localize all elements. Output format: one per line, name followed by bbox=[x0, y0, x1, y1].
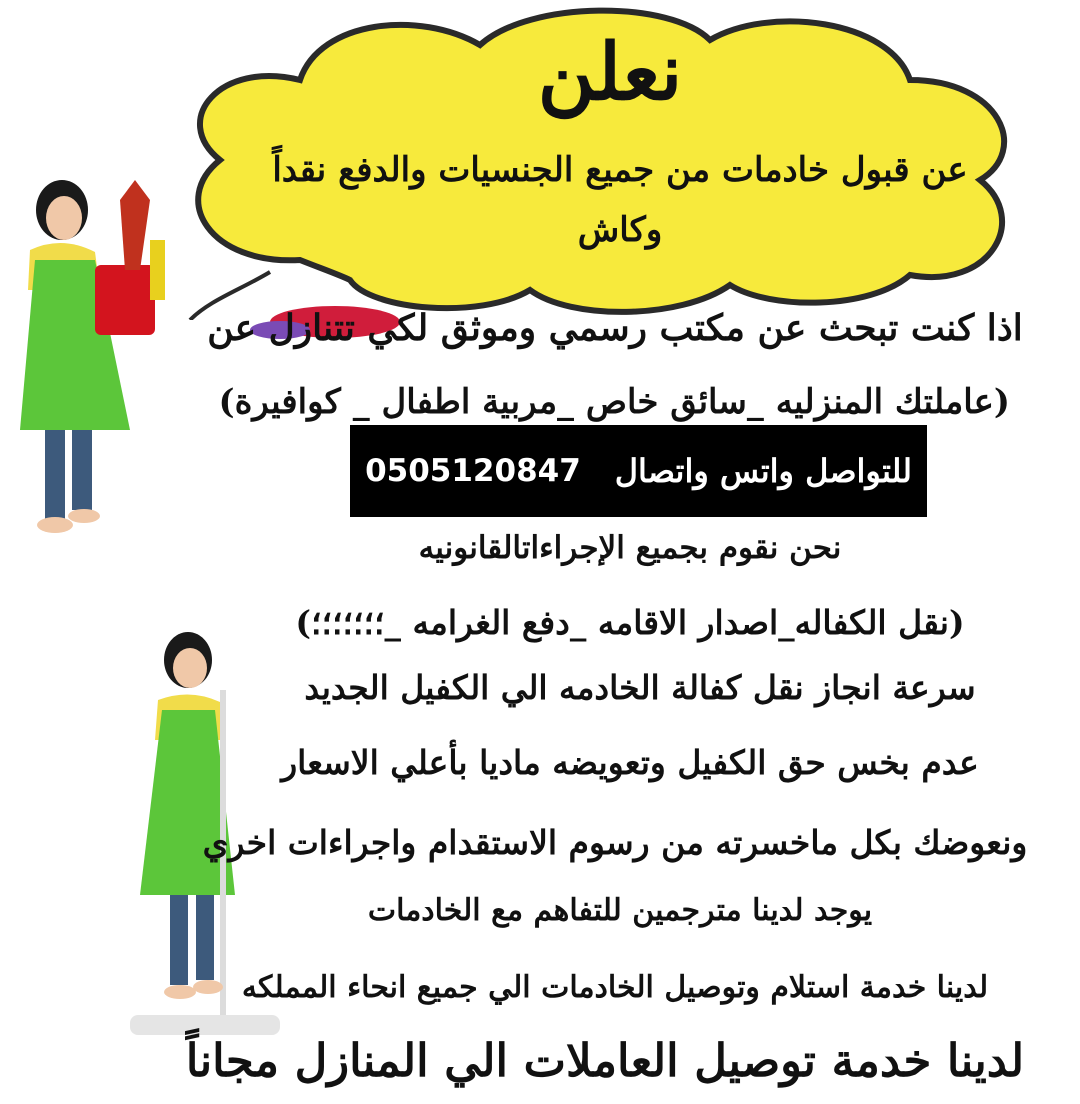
service-line: (نقل الكفاله_اصدار الاقامه _دفع الغرامه _؛؛؛؛؛؛؛) bbox=[295, 603, 965, 642]
phone-number[interactable]: 0505120847 bbox=[365, 453, 581, 489]
contact-box bbox=[350, 425, 927, 517]
service-line: نحن نقوم بجميع الإجراءاتالقانونيه bbox=[418, 530, 842, 566]
subtitle: عن قبول خادمات من جميع الجنسيات والدفع نقداً وكاش bbox=[272, 150, 968, 250]
free-delivery-line: لدينا خدمة توصيل العاملات الي المنازل مجاناً bbox=[185, 1034, 1025, 1087]
maid-with-cleaning-bucket-icon bbox=[0, 170, 200, 550]
headline: نعلن bbox=[537, 27, 683, 118]
intro-line: اذا كنت تبحث عن مكتب رسمي وموثق لكي تتنازل عن bbox=[207, 307, 1023, 349]
worker-types-line: (عاملتك المنزليه _سائق خاص _مربية اطفال _ كوافيرة) bbox=[218, 382, 1010, 422]
service-line: سرعة انجاز نقل كفالة الخادمه الي الكفيل الجديد bbox=[304, 668, 976, 707]
contact-label: للتواصل واتس واتصال bbox=[614, 452, 912, 490]
service-line: ونعوضك بكل ماخسرته من رسوم الاستقدام واجراءات اخري bbox=[202, 823, 1028, 862]
service-line: عدم بخس حق الكفيل وتعويضه ماديا بأعلي الاسعار bbox=[281, 743, 979, 782]
service-line: يوجد لدينا مترجمين للتفاهم مع الخادمات bbox=[367, 893, 873, 928]
service-line: لدينا خدمة استلام وتوصيل الخادمات الي جميع انحاء المملكه bbox=[241, 970, 989, 1005]
